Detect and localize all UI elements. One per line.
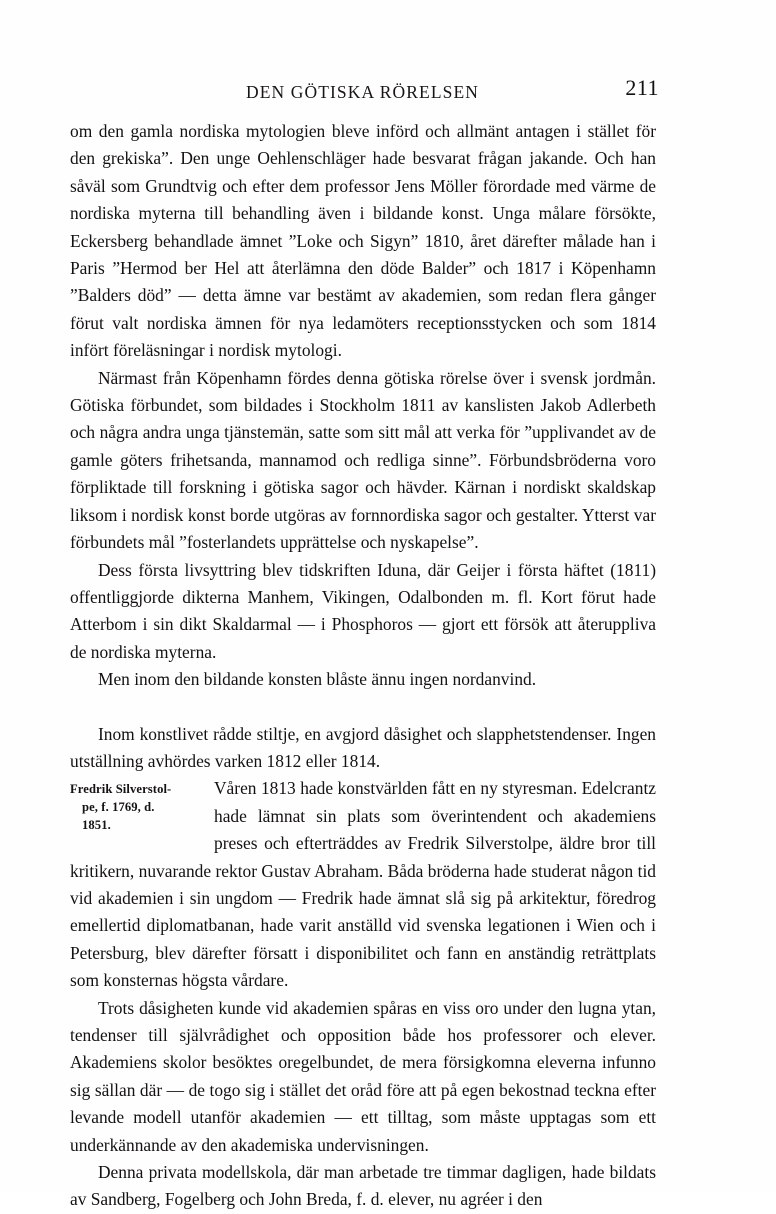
running-head-title: DEN GÖTISKA RÖRELSEN (246, 82, 479, 102)
page-number: 211 (625, 75, 659, 100)
paragraph-6-block (70, 775, 656, 994)
paragraph-7: Trots dåsigheten kunde vid akademien spåras en viss oro under den lugna ytan, tendenser till självrådighet och opposition både hos professorer och elever. Akademiens skolor besöktes oregelbundet, de mera försigkomna eleverna infunno sig sällan där — de togo sig i stället det oråd före att på egen bekostnad teckna efter levande modell utanför akademien — ett tilltag, som måste upptagas som ett underkännande av den akademiska undervisningen. (70, 997, 656, 1155)
marginal-note-line-3: 1851. (82, 817, 111, 832)
paragraph-8: Denna privata modellskola, där man arbetade tre timmar dagligen, hade bildats av Sandberg, Fogelberg och John Breda, f. d. elever, nu agréer i den (70, 1162, 656, 1210)
paragraph-2: Närmast från Köpenhamn fördes denna götiska rörelse över i svensk jordmån. Götiska förbundet, som bildades i Stockholm 1811 av kanslisten Jakob Adlerbeth och några andra unga tjänstemän, satte som sitt mål att verka för ”upplivandet av de gamle göters frihetsanda, mannamod och redliga sinne”. Förbundsbröderna voro förpliktade till forskning i götiska sagor och hävder. Kärnan i nordiskt skaldskap liksom i nordisk konst borde utgöras av fornnordiska sagor och gestalter. Ytterst var förbundets mål ”fosterlandets upprättelse och nyskapelse”. (70, 367, 656, 553)
paragraph-5: Inom konstlivet rådde stiltje, en avgjord dåsighet och slapphetstendenser. Ingen utställning avhördes varken 1812 eller 1814. (70, 723, 656, 771)
running-head (70, 75, 659, 110)
paragraph-4: Men inom den bildande konsten blåste ännu ingen nordanvind. (98, 669, 537, 690)
marginal-note-line-1 (70, 781, 204, 799)
paragraph-6: Våren 1813 hade konstvärlden fått en ny styresman. Edelcrantz hade lämnat sin plats som överintendent och akademiens preses och efterträddes av Fredrik Silverstolpe, äldre bror till kritikern, nuvarande rektor Gustav Abraham. Båda bröderna hade studerat någon tid vid akademien i sin ungdom — Fredrik hade ämnat slå sig på arkitektur, föredrog emellertid diplomatbanan, hade varit anställd vid svenska legationen i Wien och i Petersburg, blev därefter försatt i disponibilitet och fann en anständig reträttplats som konsternas högsta vårdare. (70, 778, 656, 991)
paragraph-3: Dess första livsyttring blev tidskriften Iduna, där Geijer i första häftet (1811) offentliggjorde dikterna Manhem, Vikingen, Odalbonden m. fl. Kort förut hade Atterbom i sin dikt Skaldarmal — i Phosphoros — gjort ett försök att återuppliva de nordiska myterna. (70, 559, 656, 662)
marginal-note-line-2 (70, 799, 204, 817)
marginal-note-line-2-text: pe, f. 1769, d. (82, 799, 155, 814)
marginal-note (70, 781, 204, 834)
text-column (70, 118, 656, 1214)
paragraph-1: om den gamla nordiska mytologien bleve införd och allmänt antagen i stället för den grekiska”. Den unge Oehlenschläger hade besvarat frågan jakande. Och han såväl som Grundtvig och efter dem professor Jens Möller förordade med värme de nordiska myterna till behandling även i bildande konst. Unga målare försökte, Eckersberg behandlade ämnet ”Loke och Sigyn” 1810, året därefter målade han i Paris ”Hermod ber Hel att återlämna den döde Balder” och 1817 i Köpenhamn ”Balders död” — detta ämne var bestämt av akademien, som redan flera gånger förut valt nordiska ämnen för nya ledamöters receptionsstycken och som 1814 infört föreläsningar i nordisk mytologi. (70, 121, 656, 361)
marginal-note-line-1-text: Fredrik Silverstol- (70, 782, 172, 797)
